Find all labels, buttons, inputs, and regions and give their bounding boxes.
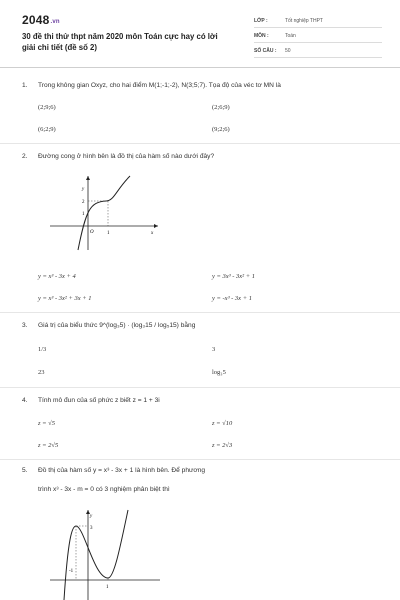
- question-5-text: Đồ thị của hàm số y = x³ - 3x + 1 là hình bên. Để phương: [38, 467, 206, 474]
- divider: [0, 387, 400, 388]
- divider: [0, 459, 400, 460]
- q4-option-c[interactable]: z = 2√5: [38, 442, 59, 449]
- divider: [0, 312, 400, 313]
- q2-x-one-label: 1: [107, 231, 110, 236]
- q1-option-d[interactable]: (9;2;6): [212, 126, 230, 133]
- q2-option-a[interactable]: y = x³ - 3x + 4: [38, 273, 76, 280]
- meta-subject: MÔN : Toán: [254, 30, 382, 43]
- q4-option-b[interactable]: z = √10: [212, 420, 233, 427]
- q2-option-d[interactable]: y = -x³ - 3x + 1: [212, 295, 252, 302]
- q2-y-one-label: 1: [82, 212, 85, 217]
- q5-function-graph: [50, 508, 160, 600]
- q1-option-a[interactable]: (2;9;6): [38, 104, 56, 111]
- q2-origin-label: O: [90, 230, 94, 235]
- question-2-text: Đường cong ở hình bên là đồ thị của hàm số nào dưới đây?: [38, 153, 215, 160]
- divider: [0, 143, 400, 144]
- question-4-text: Tính mô đun của số phức z biết z = 1 + 3i: [38, 397, 160, 404]
- q5-y-three-label: 3: [90, 526, 93, 531]
- q5-y-label: y: [90, 514, 93, 519]
- q2-x-label: x: [151, 231, 154, 236]
- q1-option-b[interactable]: (2;6;9): [212, 104, 230, 111]
- meta-question-count: SỐ CÂU : 50: [254, 45, 382, 58]
- q5-x-minus-one-label: -1: [69, 569, 74, 574]
- question-3-text: Giá trị của biểu thức 9^(log₃5) · (log₃15 / log₅15) bằng: [38, 322, 196, 329]
- question-5-text-2: trình x³ - 3x - m = 0 có 3 nghiệm phân biệt thì: [38, 486, 170, 493]
- q3-option-a[interactable]: 1/3: [38, 346, 47, 353]
- q4-option-d[interactable]: z = 2√3: [212, 442, 233, 449]
- q1-option-c[interactable]: (6;2;9): [38, 126, 56, 133]
- meta-grade: LỚP : Tốt nghiệp THPT: [254, 15, 382, 28]
- q2-option-c[interactable]: y = x³ - 3x² + 3x + 1: [38, 295, 92, 302]
- q2-y-two-label: 2: [82, 200, 85, 205]
- q2-y-label: y: [82, 187, 85, 192]
- q3-option-c[interactable]: 23: [38, 369, 45, 376]
- q2-option-b[interactable]: y = 3x³ - 3x² + 1: [212, 273, 255, 280]
- q3-option-d[interactable]: log₃5: [212, 369, 226, 376]
- document-title: 30 đề thi thử thpt năm 2020 môn Toán cực hay có lời giải chi tiết (đề số 2): [22, 32, 218, 52]
- q4-option-a[interactable]: z = √5: [38, 420, 55, 427]
- document-header: [0, 0, 400, 68]
- site-logo[interactable]: 2048.vn: [22, 13, 60, 27]
- q2-function-graph: [44, 170, 164, 254]
- q3-option-b[interactable]: 3: [212, 346, 216, 353]
- q5-x-one-label: 1: [106, 585, 109, 590]
- question-1-text: Trong không gian Oxyz, cho hai điểm M(1;-1;-2), N(3;5;7). Tọa độ của véc tơ MN là: [38, 82, 281, 89]
